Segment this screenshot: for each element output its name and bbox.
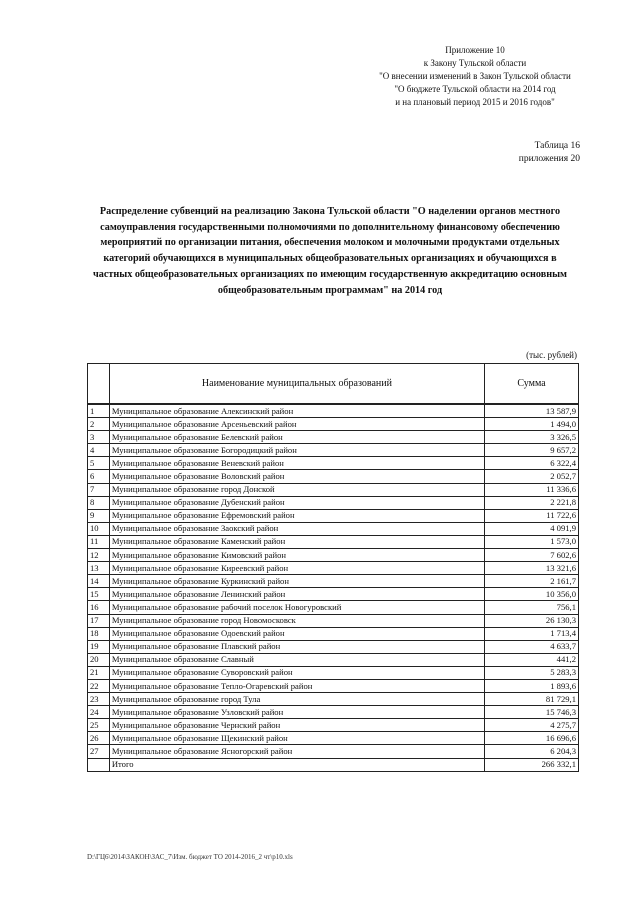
row-sum: 266 332,1 [485, 758, 579, 771]
row-sum: 2 161,7 [485, 575, 579, 588]
table-row [88, 496, 579, 509]
row-number: 12 [88, 549, 110, 562]
table-row [88, 562, 579, 575]
row-number: 8 [88, 496, 110, 509]
document-title: Распределение субвенций на реализацию Закона Тульской области "О наделении органов местного самоуправления государственными полномочиями по дополнительному финансовому обеспечению мероприятий по организации питания, обеспечения молоком и молочными продуктами отдельных категорий обучающихся в муниципальных общеобразовательных организациях и обучающихся в частных общеобразовательных организациях по имеющим государственную аккредитацию основным общеобразовательным программам" на 2014 год [93, 206, 567, 296]
row-name: Муниципальное образование Чернский район [109, 719, 484, 732]
row-sum: 15 746,3 [485, 706, 579, 719]
row-name: Муниципальное образование Ясногорский район [109, 745, 484, 758]
row-number: 26 [88, 732, 110, 745]
row-sum: 1 893,6 [485, 679, 579, 692]
row-name: Муниципальное образование Плавский район [109, 640, 484, 653]
row-sum: 1 713,4 [485, 627, 579, 640]
row-number: 13 [88, 562, 110, 575]
row-number: 18 [88, 627, 110, 640]
row-number: 16 [88, 601, 110, 614]
table-row [88, 575, 579, 588]
table-row [88, 457, 579, 470]
row-sum: 2 052,7 [485, 470, 579, 483]
row-name: Муниципальное образование Дубенский район [109, 496, 484, 509]
row-name: Муниципальное образование Ленинский район [109, 588, 484, 601]
row-number: 7 [88, 483, 110, 496]
row-number: 1 [88, 404, 110, 418]
row-name: Муниципальное образование Суворовский район [109, 666, 484, 679]
header-sum: Сумма [485, 364, 579, 405]
row-sum: 1 494,0 [485, 418, 579, 431]
row-name: Муниципальное образование Белевский район [109, 431, 484, 444]
row-sum: 4 275,7 [485, 719, 579, 732]
row-sum: 3 326,5 [485, 431, 579, 444]
row-name: Муниципальное образование Одоевский район [109, 627, 484, 640]
row-number: 6 [88, 470, 110, 483]
row-name: Муниципальное образование город Тула [109, 693, 484, 706]
row-name: Муниципальное образование Славный [109, 653, 484, 666]
table-row [88, 666, 579, 679]
row-name: Муниципальное образование Куркинский район [109, 575, 484, 588]
header-number [88, 364, 110, 405]
table-number: Таблица 16 [534, 141, 580, 151]
table-row [88, 614, 579, 627]
table-row [88, 418, 579, 431]
header-name: Наименование муниципальных образований [109, 364, 484, 405]
row-number: 22 [88, 679, 110, 692]
row-number [88, 758, 110, 771]
table-row [88, 693, 579, 706]
subsidy-table [87, 363, 579, 772]
table-row [88, 640, 579, 653]
row-name: Муниципальное образование Тепло-Огаревский район [109, 679, 484, 692]
table-row [88, 444, 579, 457]
row-name: Муниципальное образование Киреевский район [109, 562, 484, 575]
row-sum: 6 204,3 [485, 745, 579, 758]
row-number: 15 [88, 588, 110, 601]
table-row [88, 549, 579, 562]
row-number: 21 [88, 666, 110, 679]
appendix-line: и на плановый период 2015 и 2016 годов" [395, 97, 555, 107]
row-number: 17 [88, 614, 110, 627]
table-row [88, 470, 579, 483]
row-name: Муниципальное образование город Донской [109, 483, 484, 496]
row-sum: 10 356,0 [485, 588, 579, 601]
row-number: 20 [88, 653, 110, 666]
table-reference [470, 140, 580, 166]
row-sum: 11 336,6 [485, 483, 579, 496]
units-label: (тыс. рублей) [526, 350, 577, 360]
row-name: Муниципальное образование Кимовский район [109, 549, 484, 562]
table-row [88, 483, 579, 496]
appendix-line: "О внесении изменений в Закон Тульской области [379, 71, 571, 81]
table-row [88, 653, 579, 666]
table-row [88, 732, 579, 745]
row-number: 11 [88, 535, 110, 548]
appendix-line: к Закону Тульской области [423, 58, 527, 68]
table-header-row [88, 364, 579, 405]
row-sum: 16 696,6 [485, 732, 579, 745]
row-name: Муниципальное образование Узловский район [109, 706, 484, 719]
row-name: Итого [109, 758, 484, 771]
table-row [88, 588, 579, 601]
table-total-row [88, 758, 579, 771]
table-row [88, 522, 579, 535]
table-row [88, 679, 579, 692]
table-row [88, 627, 579, 640]
appendix-line: "О бюджете Тульской области на 2014 год [394, 84, 556, 94]
row-number: 19 [88, 640, 110, 653]
row-sum: 2 221,8 [485, 496, 579, 509]
row-name: Муниципальное образование Каменский район [109, 535, 484, 548]
row-name: Муниципальное образование Алексинский район [109, 404, 484, 418]
row-number: 23 [88, 693, 110, 706]
row-sum: 4 091,9 [485, 522, 579, 535]
appendix-header [360, 44, 590, 109]
row-sum: 756,1 [485, 601, 579, 614]
row-name: Муниципальное образование Ефремовский район [109, 509, 484, 522]
row-name: Муниципальное образование Заокский район [109, 522, 484, 535]
row-sum: 5 283,3 [485, 666, 579, 679]
row-name: Муниципальное образование Богородицкий район [109, 444, 484, 457]
table-row [88, 745, 579, 758]
row-number: 10 [88, 522, 110, 535]
row-name: Муниципальное образование Веневский район [109, 457, 484, 470]
row-name: Муниципальное образование рабочий поселок Новогуровский [109, 601, 484, 614]
appendix-line: Приложение 10 [445, 45, 505, 55]
row-sum: 81 729,1 [485, 693, 579, 706]
row-sum: 13 587,9 [485, 404, 579, 418]
row-name: Муниципальное образование Щекинский район [109, 732, 484, 745]
row-number: 27 [88, 745, 110, 758]
row-name: Муниципальное образование Воловский район [109, 470, 484, 483]
row-sum: 6 322,4 [485, 457, 579, 470]
row-name: Муниципальное образование город Новомосковск [109, 614, 484, 627]
table-row [88, 509, 579, 522]
row-sum: 1 573,0 [485, 535, 579, 548]
row-sum: 441,2 [485, 653, 579, 666]
table-row [88, 719, 579, 732]
row-number: 4 [88, 444, 110, 457]
row-number: 24 [88, 706, 110, 719]
row-sum: 26 130,3 [485, 614, 579, 627]
row-number: 14 [88, 575, 110, 588]
row-sum: 9 657,2 [485, 444, 579, 457]
table-row [88, 601, 579, 614]
row-sum: 11 722,6 [485, 509, 579, 522]
row-name: Муниципальное образование Арсеньевский район [109, 418, 484, 431]
table-row [88, 404, 579, 418]
row-number: 5 [88, 457, 110, 470]
table-row [88, 535, 579, 548]
row-number: 9 [88, 509, 110, 522]
table-appendix: приложения 20 [518, 154, 580, 164]
row-number: 25 [88, 719, 110, 732]
row-sum: 4 633,7 [485, 640, 579, 653]
row-sum: 7 602,6 [485, 549, 579, 562]
file-path: D:\ГЦ6\2014\ЗАКОН\ЗАС_7\Изм. бюджет ТО 2014-2016_2 чт\р10.xls [87, 853, 293, 861]
row-number: 2 [88, 418, 110, 431]
row-sum: 13 321,6 [485, 562, 579, 575]
row-number: 3 [88, 431, 110, 444]
table-row [88, 706, 579, 719]
table-row [88, 431, 579, 444]
